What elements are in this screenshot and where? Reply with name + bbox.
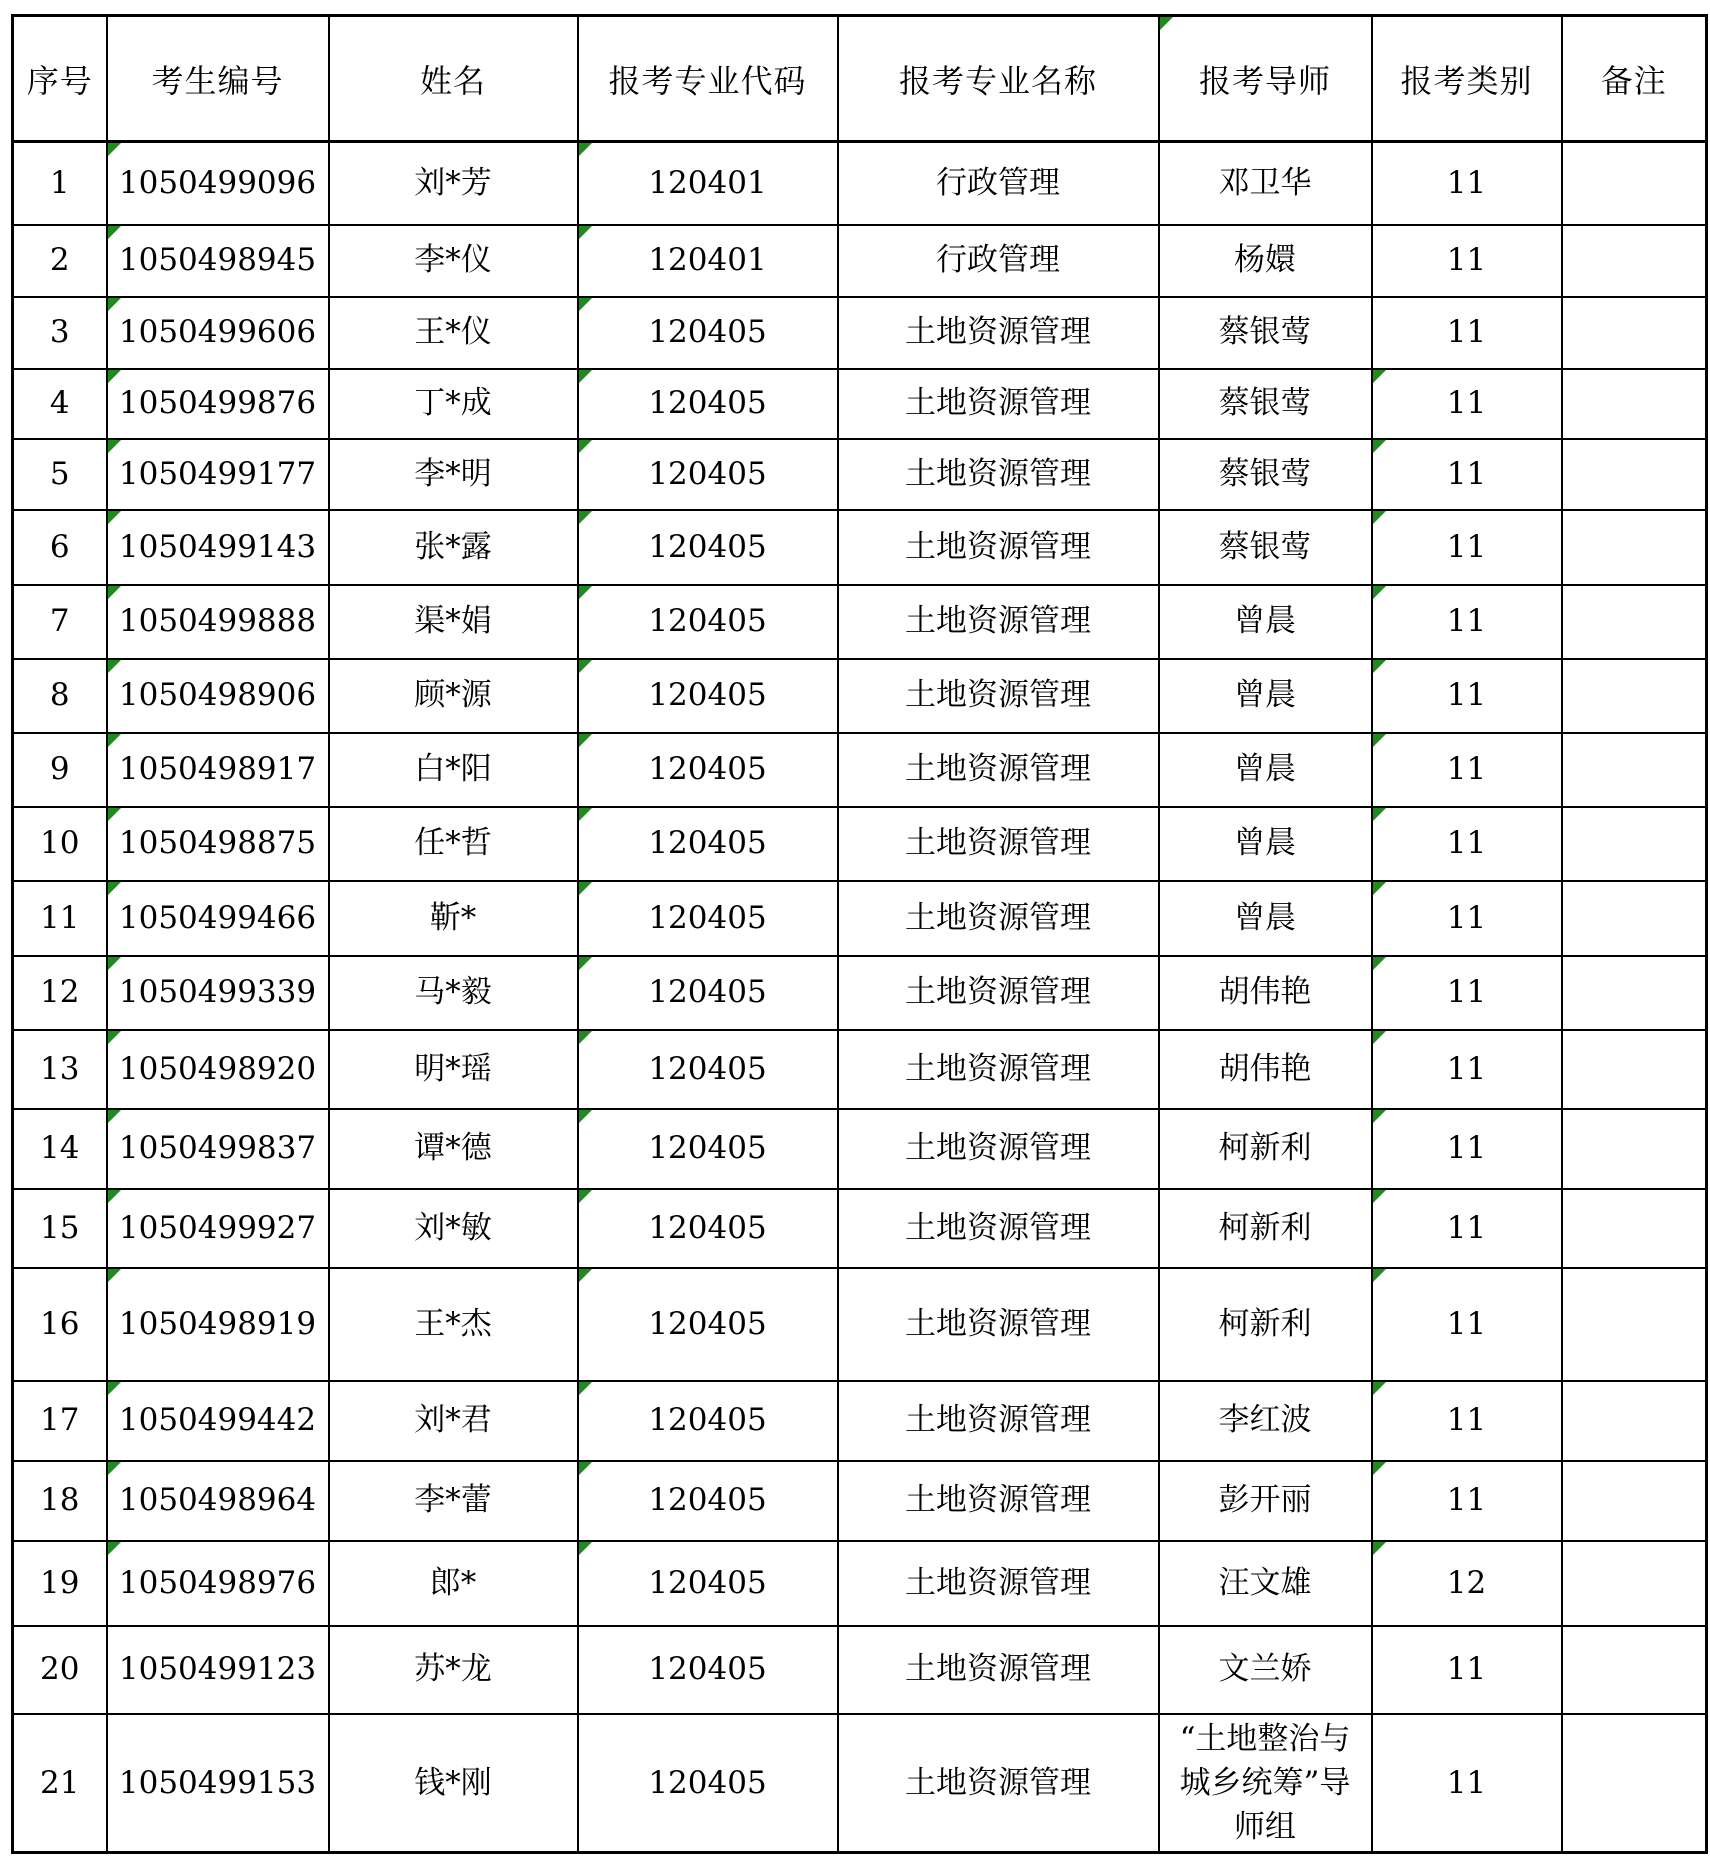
cell-remark xyxy=(1562,733,1707,807)
cell-major-code: 120405 xyxy=(578,1189,838,1268)
text-format-marker-icon xyxy=(108,957,121,970)
cell-name: 渠*娟 xyxy=(329,585,578,659)
text-format-marker-icon xyxy=(108,440,121,453)
cell-major-name: 土地资源管理 xyxy=(838,510,1159,585)
cell-major-name: 土地资源管理 xyxy=(838,297,1159,369)
text-format-marker-icon xyxy=(579,1110,592,1123)
cell-category: 11 xyxy=(1372,1626,1562,1714)
cell-name: 李*明 xyxy=(329,439,578,510)
cell-no: 19 xyxy=(13,1541,107,1626)
cell-major-name: 土地资源管理 xyxy=(838,733,1159,807)
cell-candidate-id: 1050498920 xyxy=(107,1030,329,1109)
cell-candidate-id: 1050499888 xyxy=(107,585,329,659)
table-row xyxy=(13,1268,1707,1381)
cell-name: 白*阳 xyxy=(329,733,578,807)
table-row xyxy=(13,1461,1707,1541)
table-row xyxy=(13,956,1707,1030)
cell-remark xyxy=(1562,510,1707,585)
cell-candidate-id: 1050499143 xyxy=(107,510,329,585)
text-format-marker-icon xyxy=(579,957,592,970)
table-row xyxy=(13,1714,1707,1853)
text-format-marker-icon xyxy=(1373,660,1386,673)
cell-category: 11 xyxy=(1372,1030,1562,1109)
cell-no: 4 xyxy=(13,369,107,439)
cell-candidate-id: 1050499096 xyxy=(107,142,329,225)
admission-roster-table xyxy=(11,14,1708,1854)
text-format-marker-icon xyxy=(1373,1110,1386,1123)
cell-name: 刘*君 xyxy=(329,1381,578,1461)
cell-no: 3 xyxy=(13,297,107,369)
cell-name: 李*仪 xyxy=(329,225,578,297)
cell-category: 11 xyxy=(1372,510,1562,585)
cell-category: 11 xyxy=(1372,1381,1562,1461)
cell-major-code: 120405 xyxy=(578,369,838,439)
cell-candidate-id: 1050499837 xyxy=(107,1109,329,1189)
cell-major-name: 土地资源管理 xyxy=(838,439,1159,510)
cell-major-name: 土地资源管理 xyxy=(838,1461,1159,1541)
cell-name: 明*瑶 xyxy=(329,1030,578,1109)
cell-major-name: 行政管理 xyxy=(838,225,1159,297)
text-format-marker-icon xyxy=(579,882,592,895)
cell-advisor: 蔡银莺 xyxy=(1159,439,1372,510)
cell-name: 谭*德 xyxy=(329,1109,578,1189)
cell-name: 郎* xyxy=(329,1541,578,1626)
cell-no: 1 xyxy=(13,142,107,225)
text-format-marker-icon xyxy=(108,1462,121,1475)
cell-remark xyxy=(1562,1109,1707,1189)
table-body xyxy=(13,142,1707,1853)
cell-name: 王*杰 xyxy=(329,1268,578,1381)
cell-category: 11 xyxy=(1372,1189,1562,1268)
cell-category: 11 xyxy=(1372,1109,1562,1189)
text-format-marker-icon xyxy=(579,511,592,524)
cell-major-code: 120405 xyxy=(578,956,838,1030)
column-header-advisor: 报考导师 xyxy=(1159,16,1372,142)
cell-name: 苏*龙 xyxy=(329,1626,578,1714)
cell-major-name: 土地资源管理 xyxy=(838,1268,1159,1381)
cell-advisor: 柯新利 xyxy=(1159,1109,1372,1189)
text-format-marker-icon xyxy=(579,1542,592,1555)
cell-category: 11 xyxy=(1372,585,1562,659)
cell-remark xyxy=(1562,439,1707,510)
cell-no: 7 xyxy=(13,585,107,659)
cell-name: 刘*敏 xyxy=(329,1189,578,1268)
cell-candidate-id: 1050499876 xyxy=(107,369,329,439)
cell-remark xyxy=(1562,881,1707,956)
cell-no: 9 xyxy=(13,733,107,807)
cell-advisor: 胡伟艳 xyxy=(1159,1030,1372,1109)
text-format-marker-icon xyxy=(1373,1542,1386,1555)
text-format-marker-icon xyxy=(579,370,592,383)
cell-name: 王*仪 xyxy=(329,297,578,369)
table-row xyxy=(13,585,1707,659)
cell-no: 18 xyxy=(13,1461,107,1541)
text-format-marker-icon xyxy=(108,808,121,821)
table-row xyxy=(13,439,1707,510)
cell-major-code: 120405 xyxy=(578,585,838,659)
cell-candidate-id: 1050498945 xyxy=(107,225,329,297)
text-format-marker-icon xyxy=(1373,808,1386,821)
cell-advisor: 李红波 xyxy=(1159,1381,1372,1461)
cell-candidate-id: 1050499466 xyxy=(107,881,329,956)
text-format-marker-icon xyxy=(579,440,592,453)
text-format-marker-icon xyxy=(108,882,121,895)
cell-advisor: 曾晨 xyxy=(1159,733,1372,807)
cell-category: 11 xyxy=(1372,1461,1562,1541)
cell-category: 11 xyxy=(1372,1714,1562,1853)
table-row xyxy=(13,659,1707,733)
cell-no: 15 xyxy=(13,1189,107,1268)
cell-no: 16 xyxy=(13,1268,107,1381)
table-row xyxy=(13,733,1707,807)
table-row xyxy=(13,1109,1707,1189)
text-format-marker-icon xyxy=(579,1462,592,1475)
text-format-marker-icon xyxy=(1373,511,1386,524)
text-format-marker-icon xyxy=(108,586,121,599)
cell-remark xyxy=(1562,1714,1707,1853)
text-format-marker-icon xyxy=(1373,586,1386,599)
column-header-major-code: 报考专业代码 xyxy=(578,16,838,142)
cell-major-name: 土地资源管理 xyxy=(838,1109,1159,1189)
cell-remark xyxy=(1562,1626,1707,1714)
table-row xyxy=(13,1189,1707,1268)
cell-category: 11 xyxy=(1372,1268,1562,1381)
text-format-marker-icon xyxy=(579,1190,592,1203)
cell-remark xyxy=(1562,142,1707,225)
cell-advisor: 曾晨 xyxy=(1159,881,1372,956)
cell-candidate-id: 1050498875 xyxy=(107,807,329,881)
cell-name: 马*毅 xyxy=(329,956,578,1030)
column-header-remark: 备注 xyxy=(1562,16,1707,142)
text-format-marker-icon xyxy=(108,298,121,311)
cell-candidate-id: 1050499177 xyxy=(107,439,329,510)
cell-remark xyxy=(1562,1461,1707,1541)
cell-remark xyxy=(1562,1030,1707,1109)
cell-major-code: 120405 xyxy=(578,1461,838,1541)
column-header-no: 序号 xyxy=(13,16,107,142)
cell-category: 11 xyxy=(1372,659,1562,733)
cell-name: 李*蕾 xyxy=(329,1461,578,1541)
cell-advisor: “土地整治与城乡统筹”导师组 xyxy=(1159,1714,1372,1853)
cell-no: 12 xyxy=(13,956,107,1030)
cell-major-code: 120405 xyxy=(578,1714,838,1853)
cell-major-code: 120401 xyxy=(578,142,838,225)
cell-major-name: 土地资源管理 xyxy=(838,1626,1159,1714)
cell-major-name: 土地资源管理 xyxy=(838,1381,1159,1461)
cell-candidate-id: 1050498906 xyxy=(107,659,329,733)
text-format-marker-icon xyxy=(579,1031,592,1044)
cell-advisor: 蔡银莺 xyxy=(1159,510,1372,585)
cell-candidate-id: 1050499606 xyxy=(107,297,329,369)
cell-name: 张*露 xyxy=(329,510,578,585)
cell-major-name: 土地资源管理 xyxy=(838,1541,1159,1626)
cell-category: 11 xyxy=(1372,956,1562,1030)
cell-major-name: 土地资源管理 xyxy=(838,956,1159,1030)
column-header-name: 姓名 xyxy=(329,16,578,142)
cell-major-name: 土地资源管理 xyxy=(838,1030,1159,1109)
cell-name: 靳* xyxy=(329,881,578,956)
column-header-major-name: 报考专业名称 xyxy=(838,16,1159,142)
cell-advisor: 蔡银莺 xyxy=(1159,297,1372,369)
cell-major-code: 120401 xyxy=(578,225,838,297)
cell-candidate-id: 1050499123 xyxy=(107,1626,329,1714)
text-format-marker-icon xyxy=(108,1382,121,1395)
cell-category: 11 xyxy=(1372,733,1562,807)
cell-category: 12 xyxy=(1372,1541,1562,1626)
cell-major-code: 120405 xyxy=(578,1626,838,1714)
cell-no: 13 xyxy=(13,1030,107,1109)
cell-remark xyxy=(1562,659,1707,733)
text-format-marker-icon xyxy=(579,586,592,599)
text-format-marker-icon xyxy=(1373,1269,1386,1282)
cell-major-name: 土地资源管理 xyxy=(838,369,1159,439)
cell-advisor: 曾晨 xyxy=(1159,585,1372,659)
text-format-marker-icon xyxy=(108,511,121,524)
text-format-marker-icon xyxy=(1373,957,1386,970)
cell-no: 2 xyxy=(13,225,107,297)
table-row xyxy=(13,369,1707,439)
table-row xyxy=(13,225,1707,297)
cell-category: 11 xyxy=(1372,369,1562,439)
cell-advisor: 汪文雄 xyxy=(1159,1541,1372,1626)
cell-remark xyxy=(1562,1189,1707,1268)
cell-no: 6 xyxy=(13,510,107,585)
cell-major-name: 土地资源管理 xyxy=(838,1714,1159,1853)
cell-major-code: 120405 xyxy=(578,1268,838,1381)
cell-advisor: 文兰娇 xyxy=(1159,1626,1372,1714)
cell-category: 11 xyxy=(1372,439,1562,510)
cell-no: 5 xyxy=(13,439,107,510)
table-row xyxy=(13,510,1707,585)
table-row xyxy=(13,1030,1707,1109)
cell-name: 丁*成 xyxy=(329,369,578,439)
cell-major-code: 120405 xyxy=(578,881,838,956)
cell-name: 顾*源 xyxy=(329,659,578,733)
cell-candidate-id: 1050498964 xyxy=(107,1461,329,1541)
table-row xyxy=(13,881,1707,956)
column-header-category: 报考类别 xyxy=(1372,16,1562,142)
cell-major-code: 120405 xyxy=(578,510,838,585)
cell-candidate-id: 1050498917 xyxy=(107,733,329,807)
cell-candidate-id: 1050498976 xyxy=(107,1541,329,1626)
cell-major-name: 土地资源管理 xyxy=(838,807,1159,881)
cell-remark xyxy=(1562,297,1707,369)
text-format-marker-icon xyxy=(1373,1462,1386,1475)
cell-advisor: 蔡银莺 xyxy=(1159,369,1372,439)
cell-remark xyxy=(1562,807,1707,881)
cell-remark xyxy=(1562,225,1707,297)
table-row xyxy=(13,1541,1707,1626)
table-row xyxy=(13,1626,1707,1714)
cell-advisor: 邓卫华 xyxy=(1159,142,1372,225)
text-format-marker-icon xyxy=(579,298,592,311)
cell-major-name: 土地资源管理 xyxy=(838,881,1159,956)
text-format-marker-icon xyxy=(108,734,121,747)
cell-major-name: 行政管理 xyxy=(838,142,1159,225)
table-header xyxy=(13,16,1707,142)
table-row xyxy=(13,807,1707,881)
cell-no: 11 xyxy=(13,881,107,956)
cell-remark xyxy=(1562,1541,1707,1626)
cell-candidate-id: 1050499442 xyxy=(107,1381,329,1461)
cell-category: 11 xyxy=(1372,142,1562,225)
table-row xyxy=(13,142,1707,225)
cell-no: 21 xyxy=(13,1714,107,1853)
cell-no: 14 xyxy=(13,1109,107,1189)
text-format-marker-icon xyxy=(108,226,121,239)
text-format-marker-icon xyxy=(579,143,592,156)
text-format-marker-icon xyxy=(579,1382,592,1395)
text-format-marker-icon xyxy=(1373,440,1386,453)
text-format-marker-icon xyxy=(108,143,121,156)
cell-no: 8 xyxy=(13,659,107,733)
text-format-marker-icon xyxy=(579,226,592,239)
text-format-marker-icon xyxy=(1373,1382,1386,1395)
cell-remark xyxy=(1562,1268,1707,1381)
text-format-marker-icon xyxy=(1373,734,1386,747)
table-row xyxy=(13,1381,1707,1461)
text-format-marker-icon xyxy=(108,1542,121,1555)
text-format-marker-icon xyxy=(108,660,121,673)
cell-major-code: 120405 xyxy=(578,439,838,510)
cell-major-code: 120405 xyxy=(578,1381,838,1461)
cell-candidate-id: 1050498919 xyxy=(107,1268,329,1381)
cell-advisor: 柯新利 xyxy=(1159,1189,1372,1268)
text-format-marker-icon xyxy=(579,808,592,821)
text-format-marker-icon xyxy=(1373,1190,1386,1203)
text-format-marker-icon xyxy=(108,1190,121,1203)
cell-advisor: 曾晨 xyxy=(1159,807,1372,881)
cell-major-code: 120405 xyxy=(578,1030,838,1109)
cell-advisor: 柯新利 xyxy=(1159,1268,1372,1381)
cell-candidate-id: 1050499153 xyxy=(107,1714,329,1853)
text-format-marker-icon xyxy=(108,370,121,383)
text-format-marker-icon xyxy=(108,1110,121,1123)
cell-advisor: 曾晨 xyxy=(1159,659,1372,733)
column-header-candidate-id: 考生编号 xyxy=(107,16,329,142)
cell-major-name: 土地资源管理 xyxy=(838,659,1159,733)
text-format-marker-icon xyxy=(579,734,592,747)
cell-major-name: 土地资源管理 xyxy=(838,585,1159,659)
cell-category: 11 xyxy=(1372,807,1562,881)
text-format-marker-icon xyxy=(108,1269,121,1282)
cell-major-code: 120405 xyxy=(578,659,838,733)
text-format-marker-icon xyxy=(579,660,592,673)
cell-candidate-id: 1050499927 xyxy=(107,1189,329,1268)
text-format-marker-icon xyxy=(1373,370,1386,383)
cell-name: 钱*刚 xyxy=(329,1714,578,1853)
cell-remark xyxy=(1562,956,1707,1030)
text-format-marker-icon xyxy=(108,1031,121,1044)
text-format-marker-icon xyxy=(1373,882,1386,895)
text-format-marker-icon xyxy=(1373,1031,1386,1044)
cell-no: 20 xyxy=(13,1626,107,1714)
cell-category: 11 xyxy=(1372,881,1562,956)
cell-name: 任*哲 xyxy=(329,807,578,881)
header-row xyxy=(13,16,1707,142)
cell-category: 11 xyxy=(1372,225,1562,297)
cell-advisor: 杨嬛 xyxy=(1159,225,1372,297)
cell-major-code: 120405 xyxy=(578,733,838,807)
cell-category: 11 xyxy=(1372,297,1562,369)
cell-name: 刘*芳 xyxy=(329,142,578,225)
cell-major-code: 120405 xyxy=(578,1541,838,1626)
cell-advisor: 彭开丽 xyxy=(1159,1461,1372,1541)
text-format-marker-icon xyxy=(579,1269,592,1282)
cell-remark xyxy=(1562,1381,1707,1461)
cell-major-name: 土地资源管理 xyxy=(838,1189,1159,1268)
cell-no: 10 xyxy=(13,807,107,881)
cell-remark xyxy=(1562,369,1707,439)
cell-no: 17 xyxy=(13,1381,107,1461)
cell-major-code: 120405 xyxy=(578,297,838,369)
table-row xyxy=(13,297,1707,369)
cell-candidate-id: 1050499339 xyxy=(107,956,329,1030)
cell-remark xyxy=(1562,585,1707,659)
cell-major-code: 120405 xyxy=(578,807,838,881)
text-format-marker-icon xyxy=(1160,17,1173,30)
cell-advisor: 胡伟艳 xyxy=(1159,956,1372,1030)
cell-major-code: 120405 xyxy=(578,1109,838,1189)
